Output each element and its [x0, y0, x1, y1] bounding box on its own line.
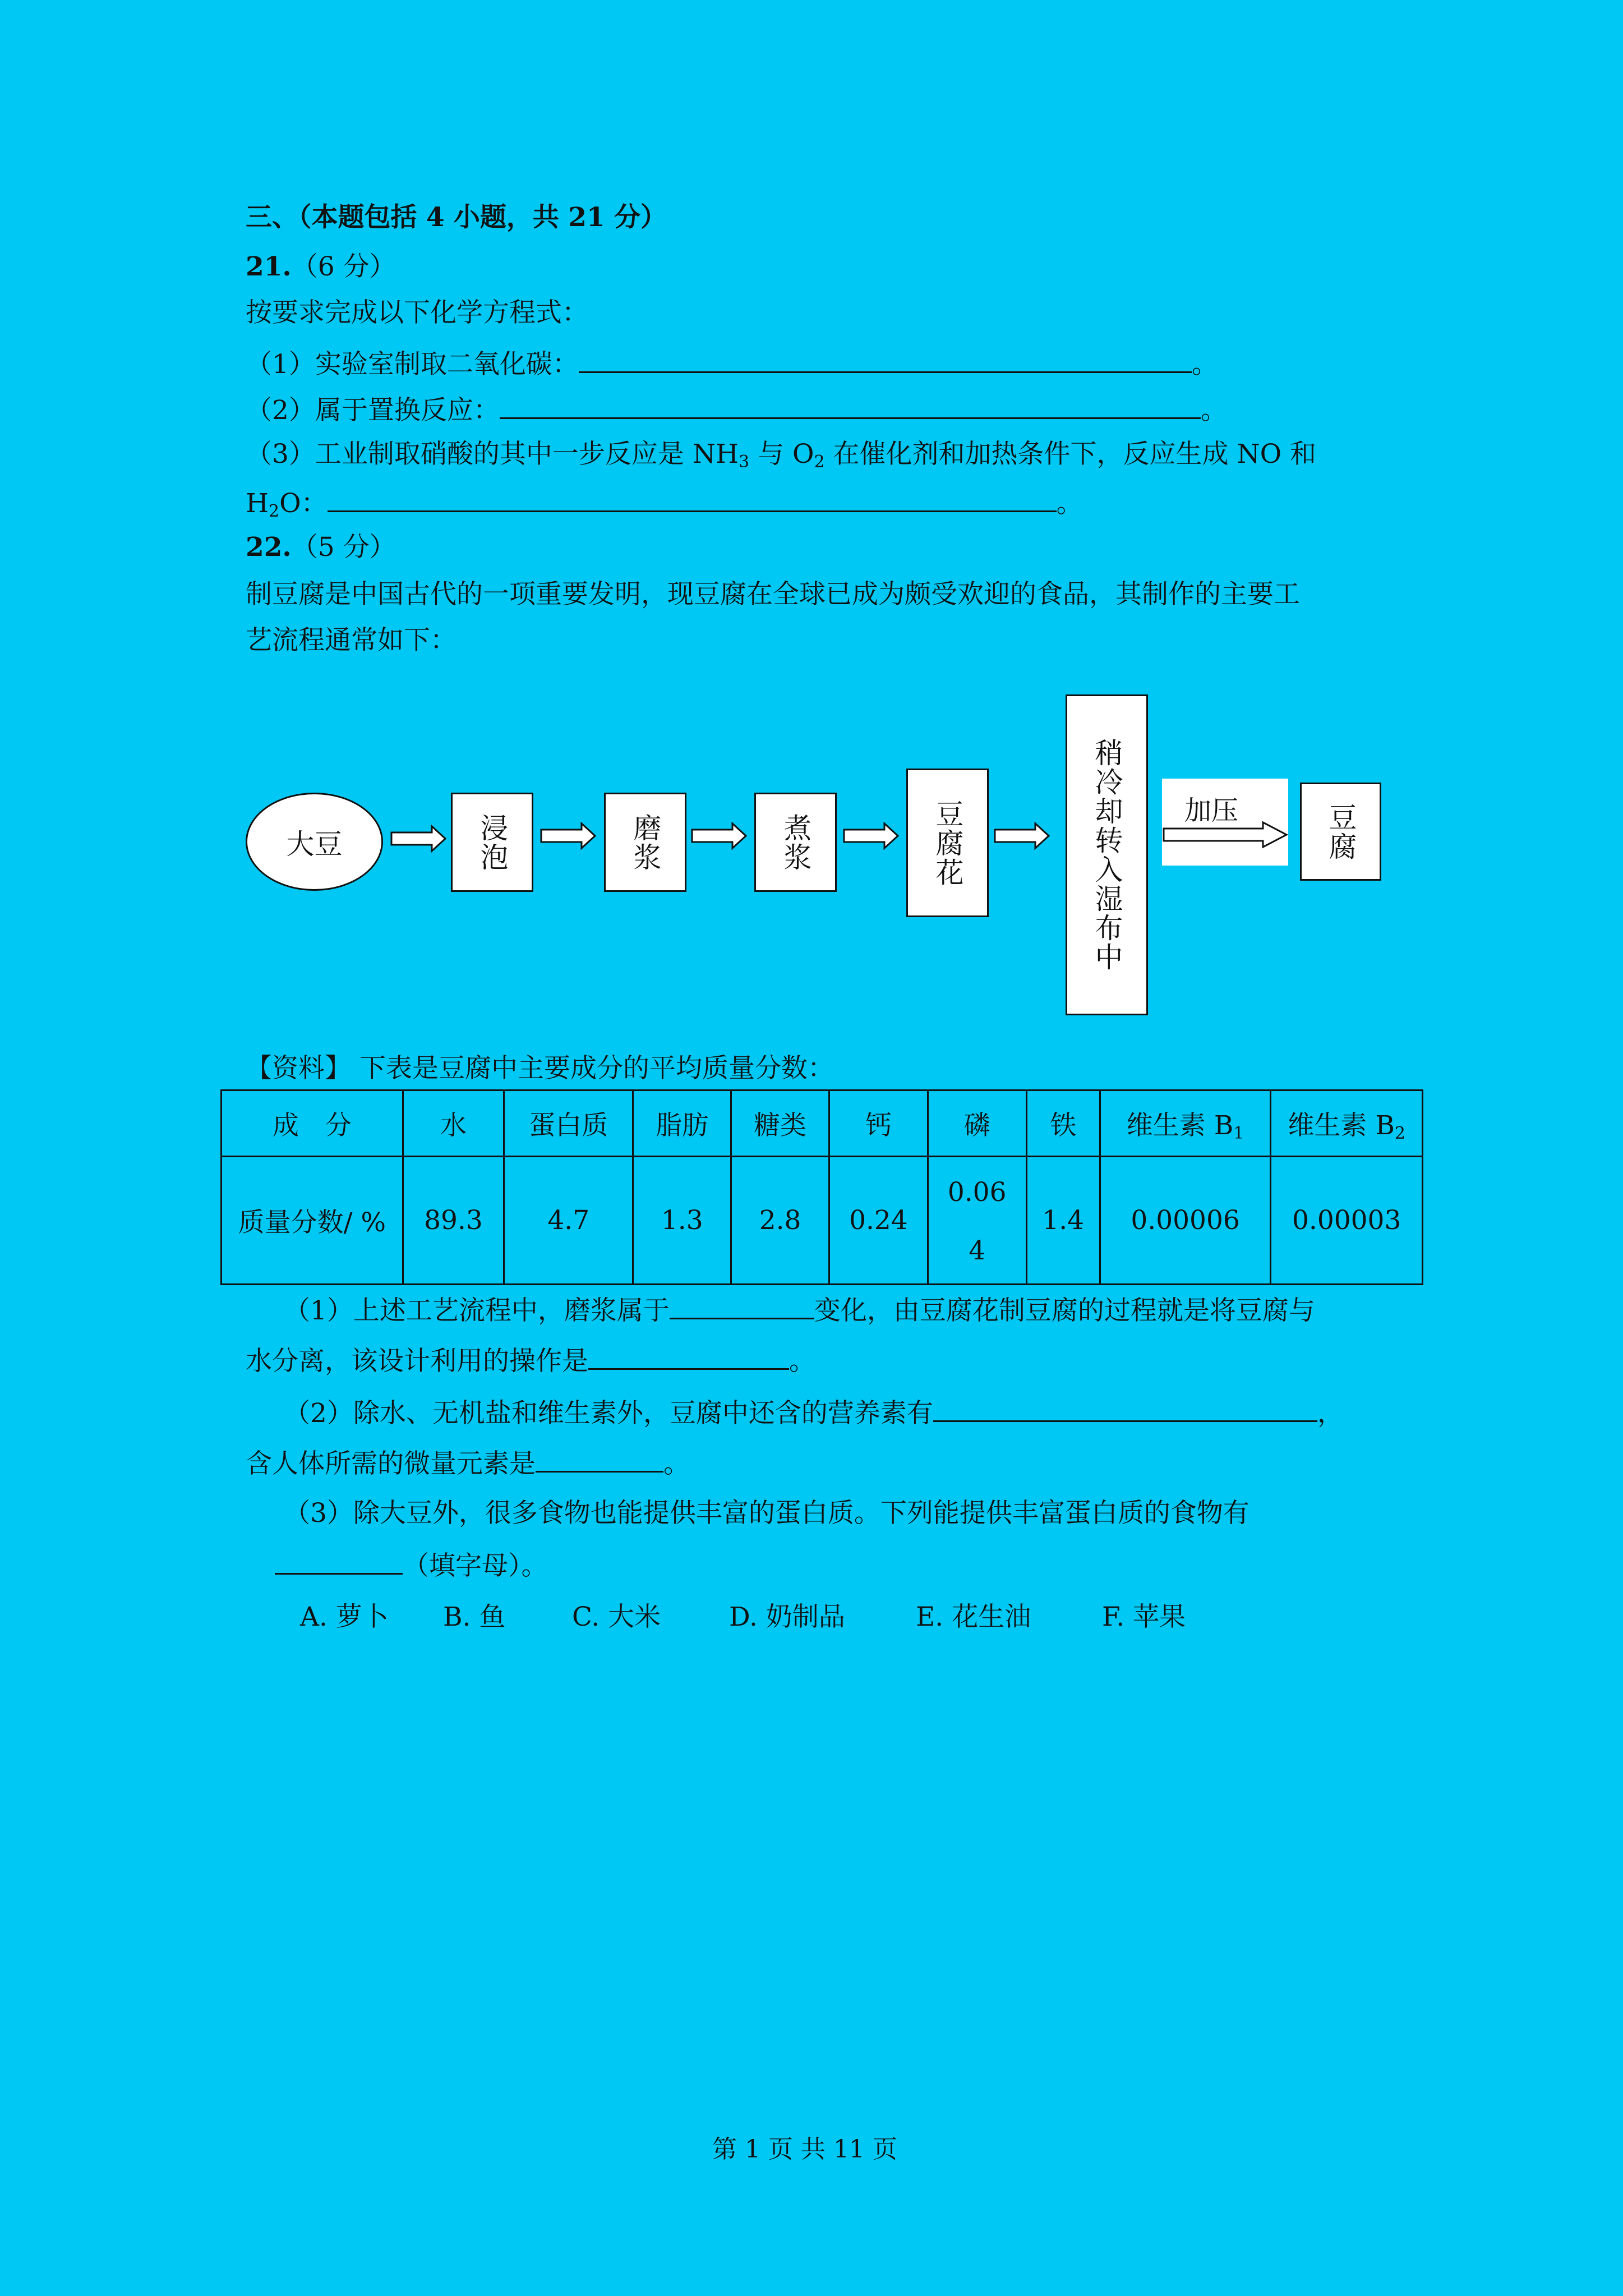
flow-node-boil-label: 煮浆	[779, 813, 812, 872]
q22-s1-text-a: （1）上述工艺流程中，磨浆属于	[284, 1295, 670, 1326]
table-header-cell: 蛋白质	[504, 1091, 633, 1157]
phosphorus-line2: 4	[969, 1235, 986, 1266]
q22-s2-text-a: （2）除水、无机盐和维生素外，豆腐中还含的营养素有	[284, 1398, 933, 1429]
nh3-subscript: 3	[738, 452, 750, 472]
table-header-cell: 铁	[1026, 1091, 1100, 1157]
q21-item1-answer-blank[interactable]	[579, 347, 1192, 373]
table-cell: 4.7	[504, 1157, 633, 1285]
composition-table	[220, 1089, 1423, 1285]
table-cell: 0.24	[829, 1157, 928, 1285]
flow-node-boil	[754, 793, 837, 892]
vitb2-label: 维生素 B	[1288, 1110, 1395, 1141]
table-cell: 0.00003	[1271, 1157, 1423, 1285]
q21-item2-end: 。	[1200, 395, 1227, 426]
flow-arrow-1	[390, 825, 446, 853]
table-value-row	[222, 1157, 1423, 1285]
q22-s1-text-c: 水分离，该设计利用的操作是	[246, 1346, 588, 1377]
h2o-h: H	[246, 488, 269, 519]
flow-node-tofu	[1300, 783, 1381, 881]
table-header-cell: 脂肪	[633, 1091, 731, 1157]
q22-s2-text-b: ，	[1317, 1398, 1344, 1429]
flow-arrow-4	[843, 822, 899, 850]
option-e[interactable]: E. 花生油	[916, 1602, 1031, 1632]
q22-s3-text: （填字母）。	[403, 1550, 548, 1581]
h2o-o: O：	[279, 488, 328, 519]
table-header-cell-vitb1	[1100, 1091, 1271, 1157]
q22-s1-blank-1[interactable]	[670, 1293, 814, 1319]
material-intro: 【资料】 下表是豆腐中主要成分的平均质量分数：	[246, 1053, 834, 1084]
q22-s3-line2	[275, 1548, 548, 1583]
h2o-subscript: 2	[269, 501, 280, 521]
q21-item3-line2	[246, 486, 1083, 521]
table-cell: 89.3	[403, 1157, 504, 1285]
q21-item2	[246, 393, 1227, 427]
flow-node-cool	[1066, 694, 1148, 1015]
q21-item3-suffix: 在催化剂和加热条件下，反应生成 NO 和	[824, 439, 1317, 470]
flow-node-tofu-label: 豆腐	[1324, 802, 1357, 861]
q22-s2-blank-1[interactable]	[933, 1396, 1317, 1422]
flow-node-grind	[604, 793, 686, 892]
q22-s1-line1	[284, 1293, 1315, 1328]
option-b[interactable]: B. 鱼	[443, 1602, 506, 1632]
table-row-label: 质量分数/ %	[222, 1157, 403, 1285]
q22-s1-text-d: 。	[789, 1346, 815, 1377]
flow-node-curd-flower-label: 豆腐花	[931, 799, 964, 887]
flow-node-soak-label: 浸泡	[476, 813, 509, 872]
q21-item1-end: 。	[1191, 349, 1218, 380]
q21-item2-answer-blank[interactable]	[500, 393, 1201, 419]
o2-subscript: 2	[814, 452, 825, 472]
flow-node-curd-flower	[906, 769, 989, 917]
flow-arrow-3	[691, 822, 747, 850]
flow-arrow-5	[994, 822, 1050, 850]
q22-score: （5 分）	[291, 532, 396, 563]
flow-press-label: 加压	[1184, 795, 1239, 826]
q22-number: 22.	[246, 532, 292, 563]
q21-item1	[246, 347, 1218, 381]
table-cell: 2.8	[731, 1157, 829, 1285]
vitb1-label: 维生素 B	[1126, 1110, 1234, 1141]
flow-arrow-2	[540, 822, 596, 850]
table-cell-phosphorus	[928, 1157, 1026, 1285]
section-heading: 三、（本题包括 4 小题，共 21 分）	[246, 202, 667, 233]
flow-press-step	[1162, 779, 1288, 866]
vitb1-subscript: 1	[1233, 1124, 1244, 1143]
table-cell: 1.3	[633, 1157, 731, 1285]
q21-instruction: 按要求完成以下化学方程式：	[246, 297, 588, 328]
flow-node-soybean-label: 大豆	[286, 827, 343, 861]
table-header-row	[222, 1091, 1423, 1157]
q22-header	[246, 531, 396, 564]
q22-s2-line2	[246, 1446, 690, 1481]
table-header-cell-vitb2	[1271, 1091, 1423, 1157]
option-d[interactable]: D. 奶制品	[729, 1602, 845, 1632]
table-cell: 0.00006	[1100, 1157, 1271, 1285]
page-footer: 第 1 页 共 11 页	[712, 2135, 897, 2164]
q22-s1-blank-2[interactable]	[588, 1343, 789, 1370]
q21-item3-mid: 与 O	[749, 439, 814, 470]
table-cell: 1.4	[1026, 1157, 1100, 1285]
table-header-cell: 磷	[928, 1091, 1026, 1157]
q21-item3-prefix: （3）工业制取硝酸的其中一步反应是 NH	[246, 439, 739, 470]
flow-node-soybean	[246, 793, 383, 891]
option-f[interactable]: F. 苹果	[1102, 1602, 1186, 1632]
flow-node-cool-label: 稍冷却转入湿布中	[1090, 738, 1123, 972]
q22-s2-line1	[284, 1396, 1344, 1430]
option-c[interactable]: C. 大米	[572, 1602, 661, 1632]
flow-node-grind-label: 磨浆	[629, 813, 662, 872]
flow-node-soak	[451, 793, 533, 892]
q21-score: （6 分）	[291, 251, 396, 282]
q21-item3-line1	[246, 438, 1316, 471]
phosphorus-line1: 0.06	[947, 1176, 1007, 1208]
q22-s3-blank[interactable]	[275, 1548, 403, 1575]
q21-item2-text: （2）属于置换反应：	[246, 395, 500, 426]
q22-s2-blank-2[interactable]	[536, 1446, 663, 1473]
q22-s2-text-d: 。	[663, 1448, 690, 1479]
q21-item3-end: 。	[1056, 488, 1083, 519]
q22-intro-line2: 艺流程通常如下：	[246, 625, 457, 656]
q22-s1-text-b: 变化，由豆腐花制豆腐的过程就是将豆腐与	[814, 1295, 1315, 1326]
option-a[interactable]: A. 萝卜	[300, 1602, 389, 1632]
q22-s3-options	[300, 1600, 1186, 1634]
q22-s2-text-c: 含人体所需的微量元素是	[246, 1448, 536, 1479]
flow-press-arrow	[1162, 821, 1288, 849]
q21-number: 21.	[246, 251, 292, 282]
q21-item3-answer-blank[interactable]	[328, 486, 1057, 512]
q21-item1-text: （1）实验室制取二氧化碳：	[246, 349, 579, 380]
q22-s1-line2	[246, 1343, 815, 1378]
table-header-cell: 水	[403, 1091, 504, 1157]
q21-header	[246, 250, 396, 284]
vitb2-subscript: 2	[1394, 1124, 1405, 1143]
q22-s3-line1: （3）除大豆外，很多食物也能提供丰富的蛋白质。下列能提供丰富蛋白质的食物有	[284, 1498, 1249, 1529]
table-header-cell: 成 分	[222, 1091, 403, 1157]
q22-intro-line1: 制豆腐是中国古代的一项重要发明，现豆腐在全球已成为颇受欢迎的食品，其制作的主要工	[246, 579, 1300, 610]
table-header-cell: 钙	[829, 1091, 928, 1157]
table-header-cell: 糖类	[731, 1091, 829, 1157]
